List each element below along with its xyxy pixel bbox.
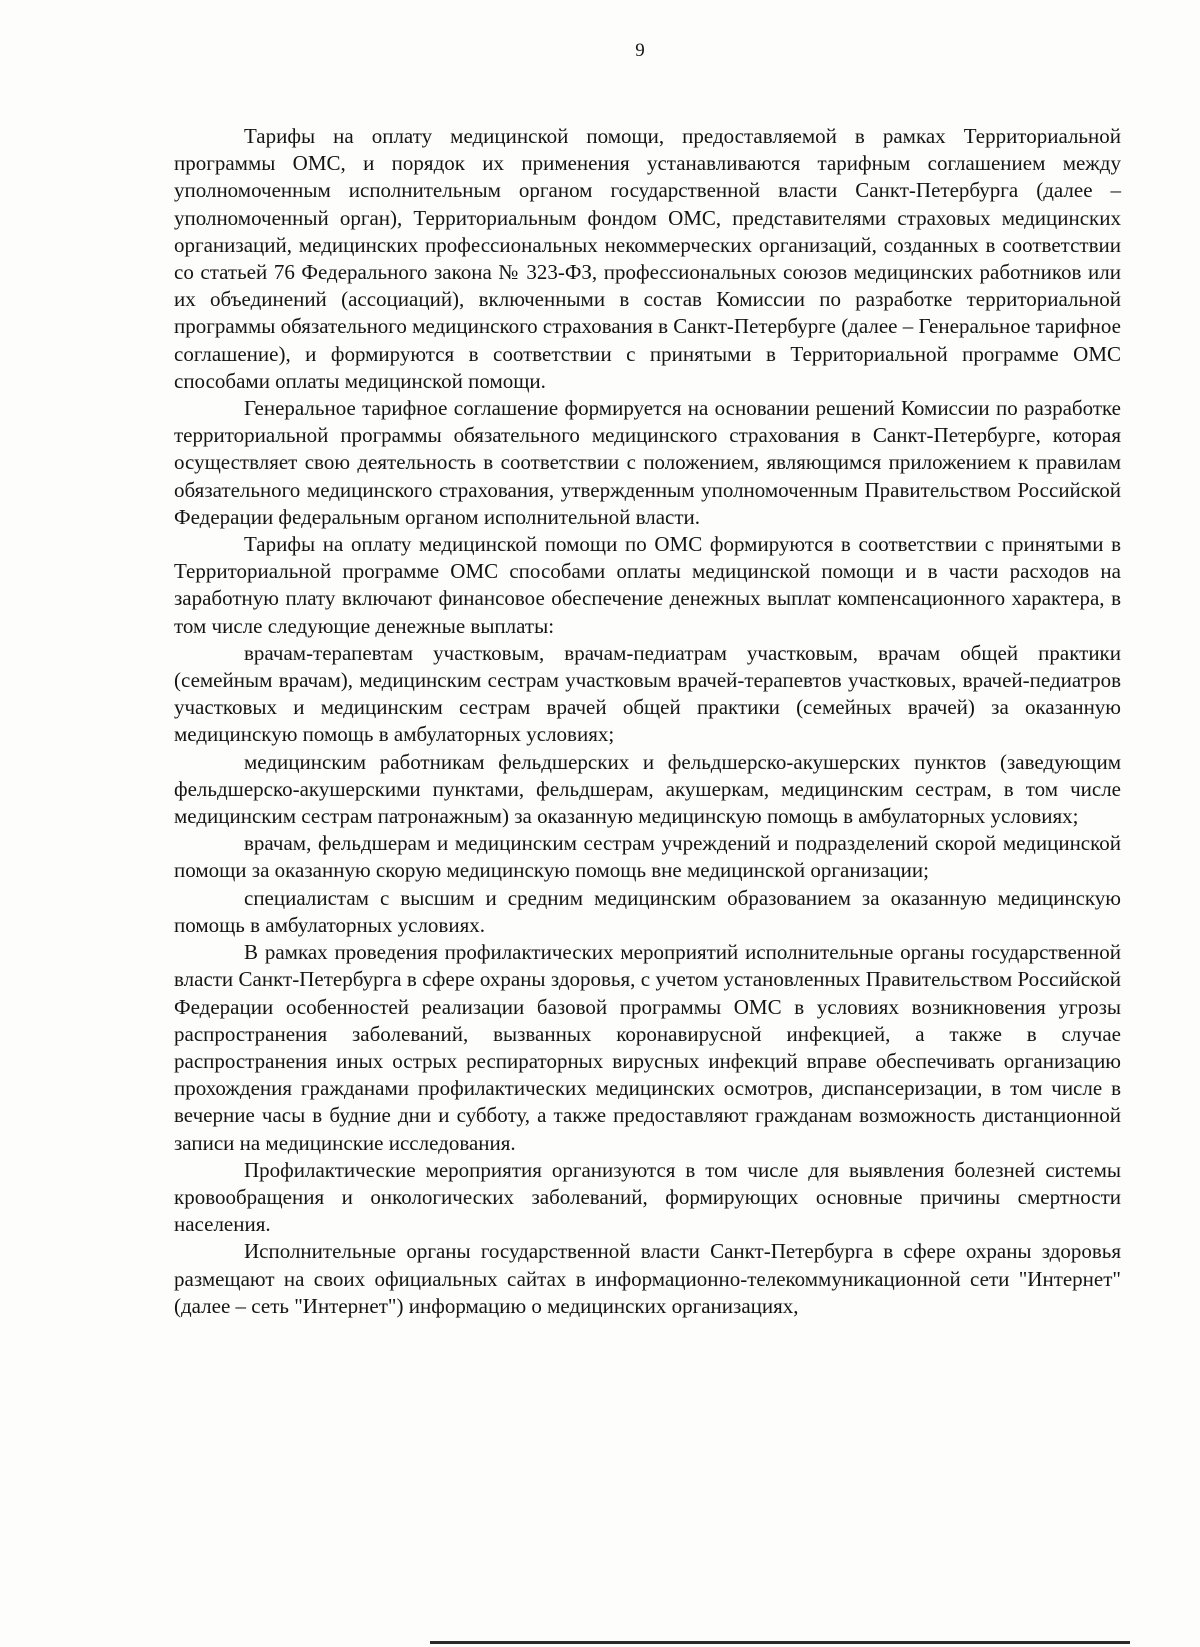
page-number: 9 xyxy=(635,40,645,61)
document-body xyxy=(174,123,1121,1320)
list-item-district-physicians: врачам-терапевтам участковым, врачам-педиатрам участковым, врачам общей практики (семейным врачам), медицинским сестрам участковым врачей-терапевтов участковых, врачей-педиатров участковых и медицинским сестрам врачей общей практики (семейных врачей) за оказанную медицинскую помощь в амбулаторных условиях; xyxy=(174,640,1121,747)
paragraph-disease-detection: Профилактические мероприятия организуются в том числе для выявления болезней системы кровообращения и онкологических заболеваний, формирующих основные причины смертности населения. xyxy=(174,1157,1121,1237)
list-item-emergency-care: врачам, фельдшерам и медицинским сестрам учреждений и подразделений скорой медицинской помощи за оказанную скорую медицинскую помощь вне медицинской организации; xyxy=(174,831,1121,883)
paragraph-tariff-composition: Тарифы на оплату медицинской помощи по ОМС формируются в соответствии с принятыми в Территориальной программе ОМС способами оплаты медицинской помощи и в части расходов на заработную плату включают финансовое обеспечение денежных выплат компенсационного характера, в том числе следующие денежные выплаты: xyxy=(174,532,1121,638)
paragraph-preventive-measures: В рамках проведения профилактических мероприятий исполнительные органы государственной власти Санкт-Петербурга в сфере охраны здоровья, с учетом установленных Правительством Российской Федерации особенностей реализации базовой программы ОМС в условиях возникновения угрозы распространения заболеваний, вызванных коронавирусной инфекцией, а также в случае распространения иных острых респираторных вирусных инфекций вправе обеспечивать организацию прохождения гражданами профилактических медицинских осмотров, диспансеризации, в том числе в вечерние часы в будние дни и субботу, а также предоставляют гражданам возможность дистанционной записи на медицинские исследования. xyxy=(174,940,1121,1155)
paragraph-tariffs: Тарифы на оплату медицинской помощи, предоставляемой в рамках Территориальной программы ОМС, и порядок их применения устанавливаются тарифным соглашением между уполномоченным исполнительным органом государственной власти Санкт-Петербурга (далее – уполномоченный орган), Территориальным фондом ОМС, представителями страховых медицинских организаций, медицинских профессиональных некоммерческих организаций, созданных в соответствии со статьей 76 Федерального закона № 323-ФЗ, профессиональных союзов медицинских работников или их объединений (ассоциаций), включенными в состав Комиссии по разработке территориальной программы обязательного медицинского страхования в Санкт-Петербурге (далее – Генеральное тарифное соглашение), и формируются в соответствии с принятыми в Территориальной программе ОМС способами оплаты медицинской помощи. xyxy=(174,124,1121,393)
list-item-specialists: специалистам с высшим и средним медицинским образованием за оказанную медицинскую помощь в амбулаторных условиях. xyxy=(174,885,1121,937)
footer-rule xyxy=(430,1641,1130,1644)
list-item-feldsher-points: медицинским работникам фельдшерских и фельдшерско-акушерских пунктов (заведующим фельдшерско-акушерскими пунктами, фельдшерам, акушеркам, медицинским сестрам, в том числе медицинским сестрам патронажным) за оказанную медицинскую помощь в амбулаторных условиях; xyxy=(174,749,1121,829)
paragraph-websites: Исполнительные органы государственной власти Санкт-Петербурга в сфере охраны здоровья размещают на своих официальных сайтах в информационно-телекоммуникационной сети "Интернет" (далее – сеть "Интернет") информацию о медицинских организациях, xyxy=(174,1239,1121,1318)
paragraph-general-agreement: Генеральное тарифное соглашение формируется на основании решений Комиссии по разработке территориальной программы обязательного медицинского страхования в Санкт-Петербурге, которая осуществляет свою деятельность в соответствии с положением, являющимся приложением к правилам обязательного медицинского страхования, утвержденным уполномоченным Правительством Российской Федерации федеральным органом исполнительной власти. xyxy=(174,396,1121,529)
